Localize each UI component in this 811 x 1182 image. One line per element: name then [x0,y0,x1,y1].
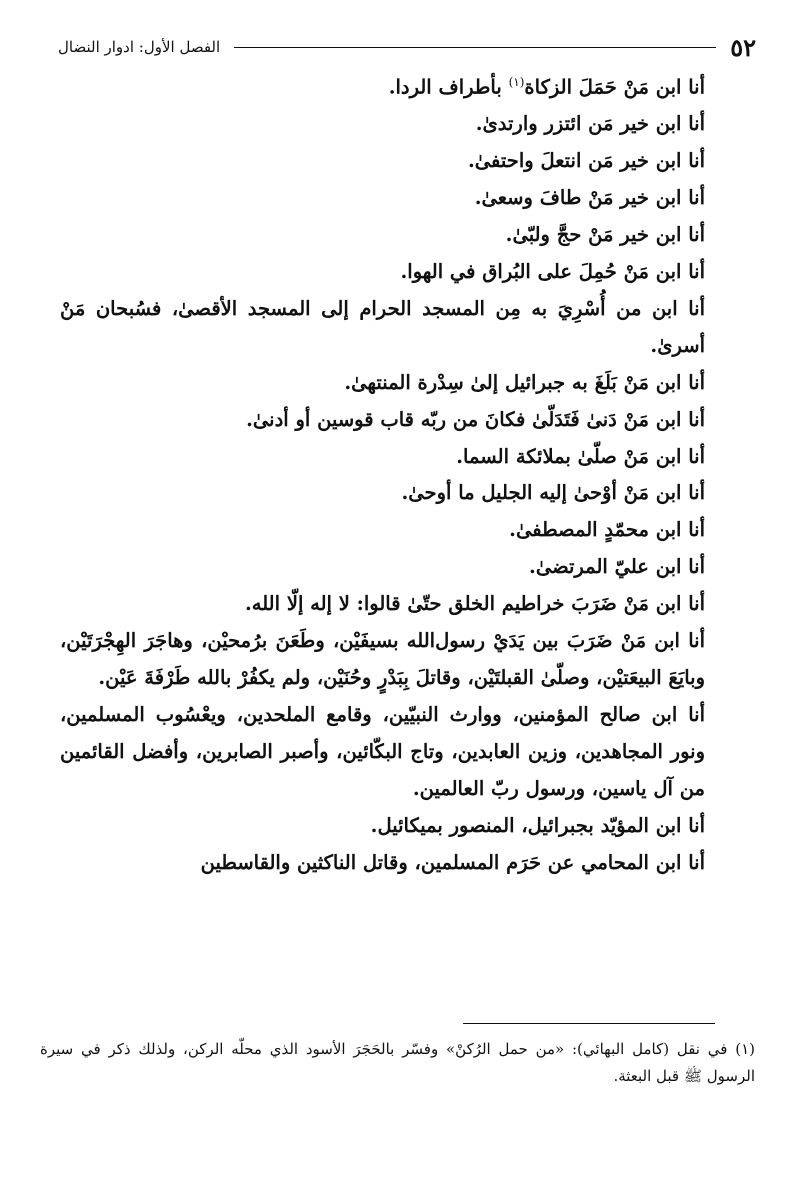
body-paragraph: أنا ابن من أُسْرِيَ به مِن المسجد الحرام إلى المسجد الأقصىٰ، فسُبحان مَنْ أسرىٰ. [60,296,705,357]
body-paragraph: أنا ابن مَنْ ضَرَبَ بين يَدَيْ رسول‌الله بسيفَيْن، وطَعَنَ برُمحيْن، وهاجَرَ الهِجْرَتَيْن، وبايَعَ البيعَتيْن، وصلّىٰ القبلتَيْن، وقاتلَ بِبَدْرٍ وحُنَيْن، ولم يكفُرْ بالله طَرْفَةَ عَيْن. [60,629,705,689]
footnotes [40,1036,755,1090]
header-rule [234,47,716,48]
body-paragraph: أنا ابن مَنْ صلّىٰ بملائكة السما. [456,444,705,468]
body-paragraph: أنا ابن مَنْ بَلَغَ به جبرائيل إلىٰ سِدْرة المنتهىٰ. [344,370,705,394]
footnote-text: (١) في نقل (كامل البهائي): «من حمل الرُكنْ» وفسّر بالحَجَرَ الأسود الذي محلّه الركن، ولذلك ذكر في سيرة الرسول ﷺ قبل البعثة. [40,1040,755,1085]
body-paragraph: أنا ابن المحامي عن حَرَم المسلمين، وقاتل الناكثين والقاسطين [200,850,705,874]
body-paragraph: أنا ابن خير مَنْ طافَ وسعىٰ. [474,186,705,210]
body-paragraph: أنا ابن محمّدٍ المصطفىٰ. [509,518,705,542]
body-paragraph: أنا ابن صالح المؤمنين، ووارث النبيّين، وقامع الملحدين، ويعْسُوب المسلمين، ونور المجاهدين، وزين العابدين، وتاج البكّائين، وأصبر الصابرين، وأفضل القائمين من آل ياسين، ورسول ربّ العالمين. [60,702,705,800]
body-paragraph: أنا ابن مَنْ دَنىٰ فَتَدَلّىٰ فكانَ من ربّه قاب قوسين أو أدنىٰ. [246,407,705,431]
paragraph-text: بأطراف الردا. [388,75,509,99]
body-paragraph [60,64,755,106]
paragraph-text: أنا ابن مَنْ حَمَلَ الزكاة [524,75,705,99]
body-paragraph: أنا ابن خير مَن انتعلَ واحتفىٰ. [468,149,705,173]
page-number: ٥٢ [730,32,756,62]
body-text [60,64,755,881]
body-paragraph: أنا ابن خير مَنْ حجَّ ولبّىٰ. [505,223,705,247]
body-paragraph: أنا ابن مَنْ حُمِلَ على البُراق في الهوا. [400,260,705,284]
body-paragraph: أنا ابن عليّ المرتضىٰ. [529,555,705,579]
body-paragraph: أنا ابن مَنْ أوْحىٰ إليه الجليل ما أوحىٰ. [401,481,705,505]
footnote-marker[interactable]: (١) [508,75,525,89]
body-paragraph: أنا ابن خير مَن ائتزر وارتدىٰ. [475,112,705,136]
footnote-rule [463,1023,715,1024]
body-paragraph: أنا ابن المؤيّد بجبرائيل، المنصور بميكائيل. [370,813,705,837]
page-header [58,30,756,64]
body-paragraph: أنا ابن مَنْ ضَرَبَ خراطيم الخلق حتّىٰ قالوا: لا إله إلّا الله. [244,592,705,616]
running-title: الفصل الأول: ادوار النضال [58,38,221,56]
